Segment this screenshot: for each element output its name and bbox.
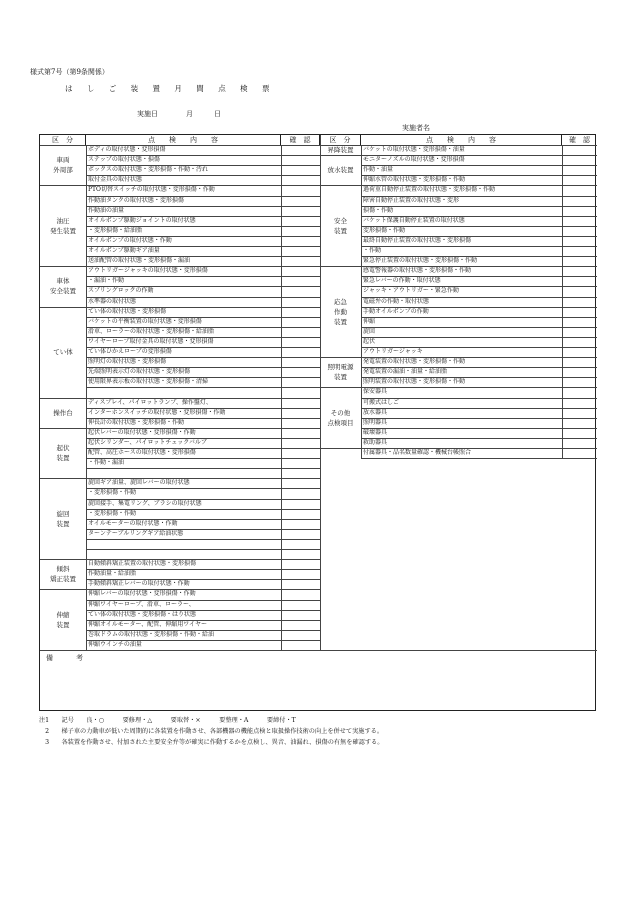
left-confirm-cell[interactable] <box>281 185 320 195</box>
right-confirm-cell[interactable] <box>562 276 597 286</box>
right-confirm-cell[interactable] <box>562 418 597 428</box>
left-check-item: 旋回ギア油量、旋回レバーの取付状態 <box>88 479 190 487</box>
left-confirm-cell[interactable] <box>281 488 320 498</box>
left-check-item: 先端照明表示灯の取付状態・変形損傷 <box>88 368 191 376</box>
left-confirm-cell[interactable] <box>281 438 320 448</box>
right-check-item: 発電装置の取付状態・変形損傷・作動 <box>363 358 466 366</box>
right-check-item: ・作動 <box>363 247 382 254</box>
left-check-item: 手動傾斜矯正レバーの取付状態・作動 <box>88 580 190 588</box>
left-category-label: 車体 安全装置 <box>50 277 76 296</box>
left-confirm-cell[interactable] <box>281 640 320 650</box>
left-confirm-cell[interactable] <box>281 610 320 620</box>
right-confirm-cell[interactable] <box>562 206 597 216</box>
left-check-item: 伸縮レバーの取付状態・変形損傷・作動 <box>88 590 196 598</box>
left-check-item: ・作動・漏油 <box>88 459 125 467</box>
left-confirm-cell[interactable] <box>281 468 320 478</box>
header-content-right: 点 検 内 容 <box>361 135 562 145</box>
right-confirm-cell[interactable] <box>562 337 597 347</box>
remarks-divider <box>40 650 597 651</box>
left-check-item: 伸長計の取付状態・変形損傷・作動 <box>88 418 185 426</box>
right-check-item: 旋回 <box>363 327 376 335</box>
right-confirm-cell[interactable] <box>562 327 597 337</box>
left-confirm-cell[interactable] <box>281 529 320 539</box>
right-check-item: 保安器具 <box>363 388 388 396</box>
right-check-item: 放水器具 <box>363 408 388 416</box>
left-confirm-cell[interactable] <box>281 398 320 408</box>
left-check-item: オイルポンプ駆動ジョイントの取付状態 <box>88 216 196 224</box>
left-check-item: ・漏油・作動 <box>88 277 125 285</box>
right-confirm-cell[interactable] <box>562 246 597 256</box>
right-confirm-cell[interactable] <box>562 196 597 206</box>
left-confirm-cell[interactable] <box>281 499 320 509</box>
left-check-item: 起伏シリンダー、パイロットチェックバルブ <box>88 438 207 446</box>
right-confirm-cell[interactable] <box>562 387 597 397</box>
left-confirm-cell[interactable] <box>281 478 320 488</box>
left-category-label: 操作台 <box>53 408 73 417</box>
right-check-item: 発電装置の漏油・油量・給油脂 <box>363 368 448 376</box>
left-confirm-cell[interactable] <box>281 317 320 327</box>
right-confirm-cell[interactable] <box>562 438 597 448</box>
left-confirm-cell[interactable] <box>281 347 320 357</box>
left-confirm-cell[interactable] <box>281 175 320 185</box>
right-check-item: 電磁弁の作動・取付状態 <box>363 297 430 305</box>
note-3: 3 各装置を作動させ、付加された主要安全弁等が確実に作動するかを点検し、異音、油漏れ、損傷の有無を確認する。 <box>39 739 384 746</box>
left-category-label: てい体 <box>53 348 73 357</box>
left-check-item: 作動油タンクの取付状態・変形損傷 <box>88 196 184 204</box>
right-check-item: 緊急レバーの作動・取付状態 <box>363 277 441 285</box>
right-category-label: 昇降装置 <box>327 146 354 155</box>
right-category-label: その他 点検項目 <box>327 408 354 427</box>
left-confirm-cell[interactable] <box>281 226 320 236</box>
right-confirm-cell[interactable] <box>562 185 597 195</box>
right-check-item: 緊急停止装置の取付状態・変形損傷・作動 <box>363 257 478 265</box>
left-confirm-cell[interactable] <box>281 337 320 347</box>
right-confirm-cell[interactable] <box>562 175 597 185</box>
right-confirm-cell[interactable] <box>562 297 597 307</box>
left-confirm-cell[interactable] <box>281 165 320 175</box>
left-confirm-cell[interactable] <box>281 266 320 276</box>
left-confirm-cell[interactable] <box>281 589 320 599</box>
left-category-label: 旋回 装置 <box>56 509 70 528</box>
left-category-label: 油圧 発生装置 <box>50 216 76 235</box>
right-check-item: バケットの取付状態・変形損傷・油量 <box>363 146 465 153</box>
left-confirm-cell[interactable] <box>281 428 320 438</box>
left-check-item: ワイヤーロープ取付金具の取付状態・変形損傷 <box>88 337 214 345</box>
left-check-item: 自動傾斜矯正装置の取付状態・変形損傷 <box>88 560 197 568</box>
left-check-item: ターンテーブルリングギア給油状態 <box>88 529 184 537</box>
left-confirm-cell[interactable] <box>281 236 320 246</box>
left-check-item: ・変形損傷・給油脂 <box>88 226 143 234</box>
right-confirm-cell[interactable] <box>562 398 597 408</box>
left-check-item: 起伏レバーの取付状態・変形損傷・作動 <box>88 428 196 436</box>
right-check-item: 伸縮 <box>363 317 376 325</box>
right-category-divider <box>320 387 361 388</box>
header-content-left: 点 検 内 容 <box>86 135 281 145</box>
left-confirm-cell[interactable] <box>281 327 320 337</box>
left-check-item: 伸縮ウインチの油量 <box>88 640 142 648</box>
right-check-item: モニターノズルの取付状態・変形損傷 <box>363 156 465 164</box>
left-check-item: PTO切替スイッチの取付状態・変形損傷・作動 <box>88 186 215 194</box>
left-confirm-cell[interactable] <box>281 155 320 165</box>
left-confirm-cell[interactable] <box>281 196 320 206</box>
left-category-label: 起伏 装置 <box>56 444 70 463</box>
left-check-item: オイルモーターの取付状態・作動 <box>88 519 178 527</box>
left-confirm-cell[interactable] <box>281 630 320 640</box>
left-confirm-cell[interactable] <box>281 246 320 256</box>
left-category-divider <box>40 398 86 399</box>
right-confirm-cell[interactable] <box>562 377 597 387</box>
right-check-item: 手動オイルポンプの作動 <box>363 307 429 315</box>
left-confirm-cell[interactable] <box>281 569 320 579</box>
left-category-divider <box>40 559 86 560</box>
left-confirm-cell[interactable] <box>281 145 320 155</box>
left-check-item: ・変形損傷・作動 <box>88 489 137 497</box>
left-category-label: 伸縮 装置 <box>56 610 70 629</box>
remarks-label: 備 考 <box>46 654 91 662</box>
left-check-item: 作動油量・給油脂 <box>88 570 137 578</box>
left-confirm-cell[interactable] <box>281 286 320 296</box>
right-category-divider <box>320 266 361 267</box>
left-check-item: てい体の取付状態・変形損傷・はり状態 <box>88 610 197 618</box>
center-divider <box>320 135 321 650</box>
right-check-item: 付属器具・品名数量確認・機械台帳照合 <box>363 449 472 456</box>
form-number: 様式第7号（第9条関係） <box>30 68 109 76</box>
right-check-item: 損傷・作動 <box>363 206 394 214</box>
left-check-item: ボックスの取付状態・変形損傷・作動・汚れ <box>88 166 208 174</box>
right-category-divider <box>320 357 361 358</box>
left-confirm-cell[interactable] <box>281 600 320 610</box>
left-check-item: 取付金具の取付状態 <box>88 176 143 184</box>
right-confirm-cell[interactable] <box>562 256 597 266</box>
left-check-item: 伸縮オイルモーター、配管、伸縮用ワイヤー <box>88 620 208 628</box>
left-confirm-cell[interactable] <box>281 448 320 458</box>
left-check-item: 作動油の油量 <box>88 206 125 214</box>
right-confirm-cell[interactable] <box>562 266 597 276</box>
left-check-item: スプリングロックの作動 <box>88 287 154 295</box>
left-check-item: インターホンスイッチの取付状態・変形損傷・作動 <box>88 408 226 416</box>
left-confirm-cell[interactable] <box>281 509 320 519</box>
right-check-item: 救助器具 <box>363 438 388 446</box>
right-confirm-cell[interactable] <box>562 165 597 175</box>
right-confirm-cell[interactable] <box>562 236 597 246</box>
document-title: は し ご 装 置 月 間 点 検 票 <box>65 84 276 93</box>
right-confirm-cell[interactable] <box>562 428 597 438</box>
left-confirm-cell[interactable] <box>281 256 320 266</box>
left-confirm-cell[interactable] <box>281 206 320 216</box>
left-category-label: 車両 外周部 <box>53 156 73 175</box>
left-confirm-cell[interactable] <box>281 307 320 317</box>
right-column-divider <box>361 145 362 458</box>
right-confirm-cell[interactable] <box>562 448 597 458</box>
right-confirm-cell[interactable] <box>562 145 597 155</box>
left-check-item: 使用限界表示板の取付状態・変形損傷・清掃 <box>88 378 209 386</box>
left-confirm-cell[interactable] <box>281 297 320 307</box>
right-confirm-cell[interactable] <box>562 357 597 367</box>
left-confirm-cell[interactable] <box>281 408 320 418</box>
left-check-item: てい体ひかえロープの変形損傷 <box>88 348 172 355</box>
right-category-label: 安全 装置 <box>334 216 347 235</box>
note-1: 注1 記号 良・○ 要修理・△ 要取替・× 要整理・A 要締付・T <box>39 717 296 724</box>
left-check-item: バケットの平衡装置の取付状態・変形損傷 <box>88 317 202 325</box>
right-confirm-cell[interactable] <box>562 286 597 296</box>
left-category-divider <box>40 185 86 186</box>
left-check-item: アウトリガージャッキの取付状態・変形損傷 <box>88 267 208 275</box>
left-confirm-cell[interactable] <box>281 276 320 286</box>
right-check-item: 照明器具 <box>363 418 388 426</box>
left-confirm-cell[interactable] <box>281 519 320 529</box>
right-confirm-cell[interactable] <box>562 226 597 236</box>
right-category-label: 照明電源 装置 <box>327 363 354 382</box>
right-check-item: 過荷重自動停止装置の取付状態・変形損傷・作動 <box>363 186 496 194</box>
header-category-left: 区 分 <box>40 135 86 145</box>
right-category-label: 放水装置 <box>327 166 354 175</box>
left-category-label: 傾斜 矯正装置 <box>50 565 76 584</box>
right-check-item: 障害自動停止装置の取付状態・変形 <box>363 196 460 204</box>
right-check-item: 最終自動停止装置の取付状態・変形損傷 <box>363 236 472 244</box>
header-confirm-right: 確 認 <box>569 136 590 144</box>
left-confirm-cell[interactable] <box>281 559 320 569</box>
left-confirm-cell[interactable] <box>281 357 320 367</box>
right-check-item: 可搬式はしご <box>363 398 400 406</box>
right-confirm-cell[interactable] <box>562 317 597 327</box>
left-check-item: ボディの取付状態・変形損傷 <box>88 146 166 153</box>
left-confirm-cell[interactable] <box>281 367 320 377</box>
left-check-item: ディスプレイ、パイロットランプ、操作盤灯、 <box>88 398 212 406</box>
left-check-item: 伸縮ワイヤーロープ、滑車、ローラー、 <box>88 600 195 608</box>
right-check-item: 変形損傷・作動 <box>363 226 406 234</box>
left-confirm-cell[interactable] <box>281 458 320 468</box>
left-confirm-cell[interactable] <box>281 216 320 226</box>
implementer-label: 実施者名 <box>402 124 430 132</box>
left-category-divider <box>40 478 86 479</box>
right-check-item: バケット保護自動停止装置の取付状態 <box>363 216 465 224</box>
inspection-table <box>39 134 596 711</box>
note-2: 2 梯子車の力動車が低いた周期的に各装置を作動させ、各部機器の機能点検と取扱操作技術の向上を併せて実施する。 <box>39 728 384 735</box>
left-category-divider <box>40 307 86 308</box>
left-category-divider <box>40 266 86 267</box>
left-check-item: てい体の取付状態・変形損傷 <box>88 307 167 315</box>
left-confirm-cell[interactable] <box>281 579 320 589</box>
header-category-right: 区 分 <box>320 135 361 145</box>
left-check-item: オイルポンプの取付状態・作動 <box>88 236 172 244</box>
left-confirm-cell[interactable] <box>281 387 320 397</box>
left-confirm-cell[interactable] <box>281 377 320 387</box>
right-confirm-cell[interactable] <box>562 155 597 165</box>
right-category-divider <box>320 185 361 186</box>
left-check-item: ・変形損傷・作動 <box>88 509 137 517</box>
right-check-item: 作動・油量 <box>363 166 394 174</box>
inspection-date-line: 実施日 月 日 <box>137 110 221 118</box>
left-category-divider <box>40 428 86 429</box>
right-category-label: 応急 作動 装置 <box>334 297 347 326</box>
left-confirm-cell[interactable] <box>281 418 320 428</box>
left-check-item: ステップの取付状態・損傷 <box>88 156 160 164</box>
right-check-item: 照明装置の取付状態・変形損傷・作動 <box>363 378 466 386</box>
right-check-item: 伸縮水管の取付状態・変形損傷・作動 <box>363 176 466 184</box>
left-category-divider <box>40 589 86 590</box>
left-check-item: 水準器の取付状態 <box>88 297 137 305</box>
right-confirm-cell[interactable] <box>562 408 597 418</box>
right-confirm-cell[interactable] <box>562 347 597 357</box>
left-check-item: 滑車、ローラーの取付状態・変形損傷・給油脂 <box>88 327 215 335</box>
left-check-item: 巻取ドラムの取付状態・変形損傷・作動・給油 <box>88 630 214 638</box>
right-check-item: 起伏 <box>363 337 376 345</box>
left-confirm-cell[interactable] <box>281 539 320 549</box>
left-check-item: オイルポンプ駆動ギア油量 <box>88 247 160 254</box>
left-check-item: 旋回接手、集電リング、ブラシの取付状態 <box>88 499 202 507</box>
right-check-item: 破壊器具 <box>363 428 388 436</box>
left-check-item: 照明灯の取付状態・変形損傷 <box>88 358 167 366</box>
right-row-divider <box>361 458 597 459</box>
left-confirm-cell[interactable] <box>281 549 320 559</box>
left-check-item: 配管、高圧ホースの取付状態・変形損傷 <box>88 449 196 456</box>
right-confirm-cell[interactable] <box>562 367 597 377</box>
left-confirm-cell[interactable] <box>281 620 320 630</box>
right-confirm-cell[interactable] <box>562 216 597 226</box>
right-check-item: アウトリガージャッキ <box>363 348 423 355</box>
left-check-item: 送油配管の取付状態・変形損傷・漏油 <box>88 257 191 265</box>
header-confirm-left: 確 認 <box>281 135 320 145</box>
right-check-item: 感電警報器の取付状態・変形損傷・作動 <box>363 267 472 275</box>
right-check-item: ジャッキ・アウトリガー・緊急作動 <box>363 287 459 295</box>
right-category-divider <box>320 448 361 449</box>
right-category-divider <box>320 155 361 156</box>
right-confirm-cell[interactable] <box>562 307 597 317</box>
